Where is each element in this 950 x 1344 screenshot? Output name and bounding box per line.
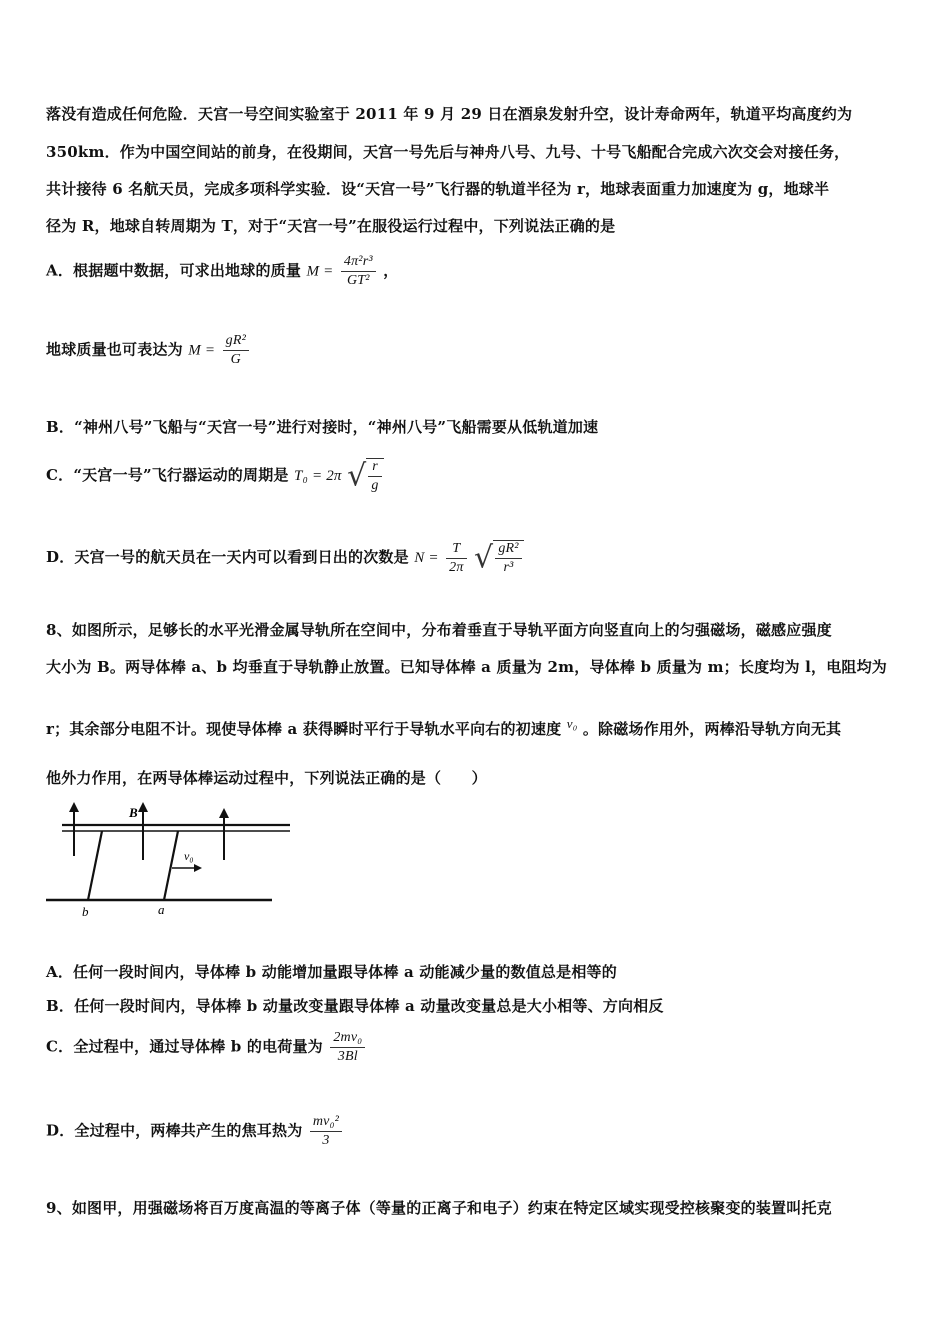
q8-option-c-fraction [330,1030,365,1065]
q7-option-c-text: C．“天宫一号”飞行器运动的周期是 [46,466,289,484]
q7-option-a [46,254,398,289]
q8-option-d-text: D．全过程中，两棒共产生的焦耳热为 [46,1121,303,1140]
q7-option-d-lhs: N = [414,550,439,566]
q7-option-a2-fraction [223,333,249,368]
q7-option-c-denominator: g [371,478,379,493]
figure-label-v0: v₀ [184,849,194,863]
q8-stem-line-3 [46,716,841,739]
q8-option-d-numerator: mv₀² [310,1114,342,1132]
q7-option-d-numerator-2: gR² [495,541,521,559]
q7-stem-line-3: 共计接待 6 名航天员，完成多项科学实验．设“天宫一号”飞行器的轨道半径为 r，地球表面重力加速度为 g，地球半 [46,180,830,198]
q7-option-a-denominator: GT² [346,273,370,288]
q8-option-d-fraction [310,1114,342,1149]
q7-option-d-denominator-2: r³ [503,560,514,575]
q7-option-a-lhs: M = [306,263,334,280]
q7-option-a2-lhs: M = [188,342,216,359]
q8-stem-v0: v₀ [566,716,578,731]
q8-option-a: A．任何一段时间内，导体棒 b 动能增加量跟导体棒 a 动能减少量的数值总是相等的 [46,963,617,981]
q7-option-c-sqrt: √ $\frac{r}{g}$ [347,458,384,494]
q8-option-c [46,1030,367,1065]
q7-option-c-lhs: T₀ = 2π [294,468,342,484]
q8-figure [44,796,294,921]
q8-stem-line-3b: 。除磁场作用外，两棒沿导轨方向无其 [582,720,842,738]
q8-option-b: B．任何一段时间内，导体棒 b 动量改变量跟导体棒 a 动量改变量总是大小相等、方向相反 [46,997,664,1015]
figure-label-b: b [82,904,89,919]
q8-option-c-denominator: 3Bl [337,1049,358,1064]
q8-stem-line-2: 大小为 B。两导体棒 a、b 均垂直于导轨静止放置。已知导体棒 a 质量为 2m，导体棒 b 质量为 m；长度均为 l，电阻均为 [46,658,887,676]
q7-option-a2-denominator: G [230,352,241,367]
q7-option-c-numerator: r [368,459,381,477]
q7-stem-line-1: 落没有造成任何危险．天宫一号空间实验室于 2011 年 9 月 29 日在酒泉发射升空，设计寿命两年，轨道平均高度约为 [46,105,853,123]
q8-stem-line-1: 8、如图所示，足够长的水平光滑金属导轨所在空间中，分布着垂直于导轨平面方向竖直向上的匀强磁场，磁感应强度 [46,621,832,639]
q7-option-a-tail: ， [383,261,399,280]
figure-label-a: a [158,902,165,917]
q8-option-d [46,1114,344,1149]
q8-option-c-text: C．全过程中，通过导体棒 b 的电荷量为 [46,1037,323,1056]
figure-label-B: B [129,805,138,820]
q7-option-d-denominator-1: 2π [449,559,464,575]
q8-stem-line-4: 他外力作用，在两导体棒运动过程中，下列说法正确的是（ ） [46,769,487,787]
q7-stem-line-2: 350km．作为中国空间站的前身，在役期间，天宫一号先后与神舟八号、九号、十号飞船配合完成六次交会对接任务， [46,143,850,161]
q7-option-d-fraction-1 [446,541,466,576]
q9-stem-line-1: 9、如图甲，用强磁场将百万度高温的等离子体（等量的正离子和电子）约束在特定区域实现受控核聚变的装置叫托克 [46,1199,832,1217]
q7-option-c [46,458,384,494]
q7-option-a-fraction [341,254,376,289]
q7-option-d-text: D．天宫一号的航天员在一天内可以看到日出的次数是 [46,548,409,566]
q7-option-d [46,540,524,576]
q7-option-d-sqrt: √ $\frac{\text{gR²}}{\text{r³}}$ [474,540,524,576]
q7-option-a2 [46,333,251,368]
q7-option-a-text: A．根据题中数据，可求出地球的质量 [46,261,302,280]
q7-option-a-numerator: 4π²r³ [341,254,376,272]
q8-option-d-denominator: 3 [322,1133,330,1148]
q7-stem-line-4: 径为 R，地球自转周期为 T，对于“天宫一号”在服役运行过程中，下列说法正确的是 [46,217,616,235]
q7-option-a2-text: 地球质量也可表达为 [46,340,183,359]
q8-stem-line-3a: r；其余部分电阻不计。现使导体棒 a 获得瞬时平行于导轨水平向右的初速度 [46,720,562,738]
q7-option-a2-numerator: gR² [223,333,249,351]
q7-option-b: B．“神州八号”飞船与“天宫一号”进行对接时，“神州八号”飞船需要从低轨道加速 [46,418,599,436]
q8-option-c-numerator: 2mv₀ [330,1030,365,1048]
q7-option-d-numerator-1: T [446,541,466,559]
